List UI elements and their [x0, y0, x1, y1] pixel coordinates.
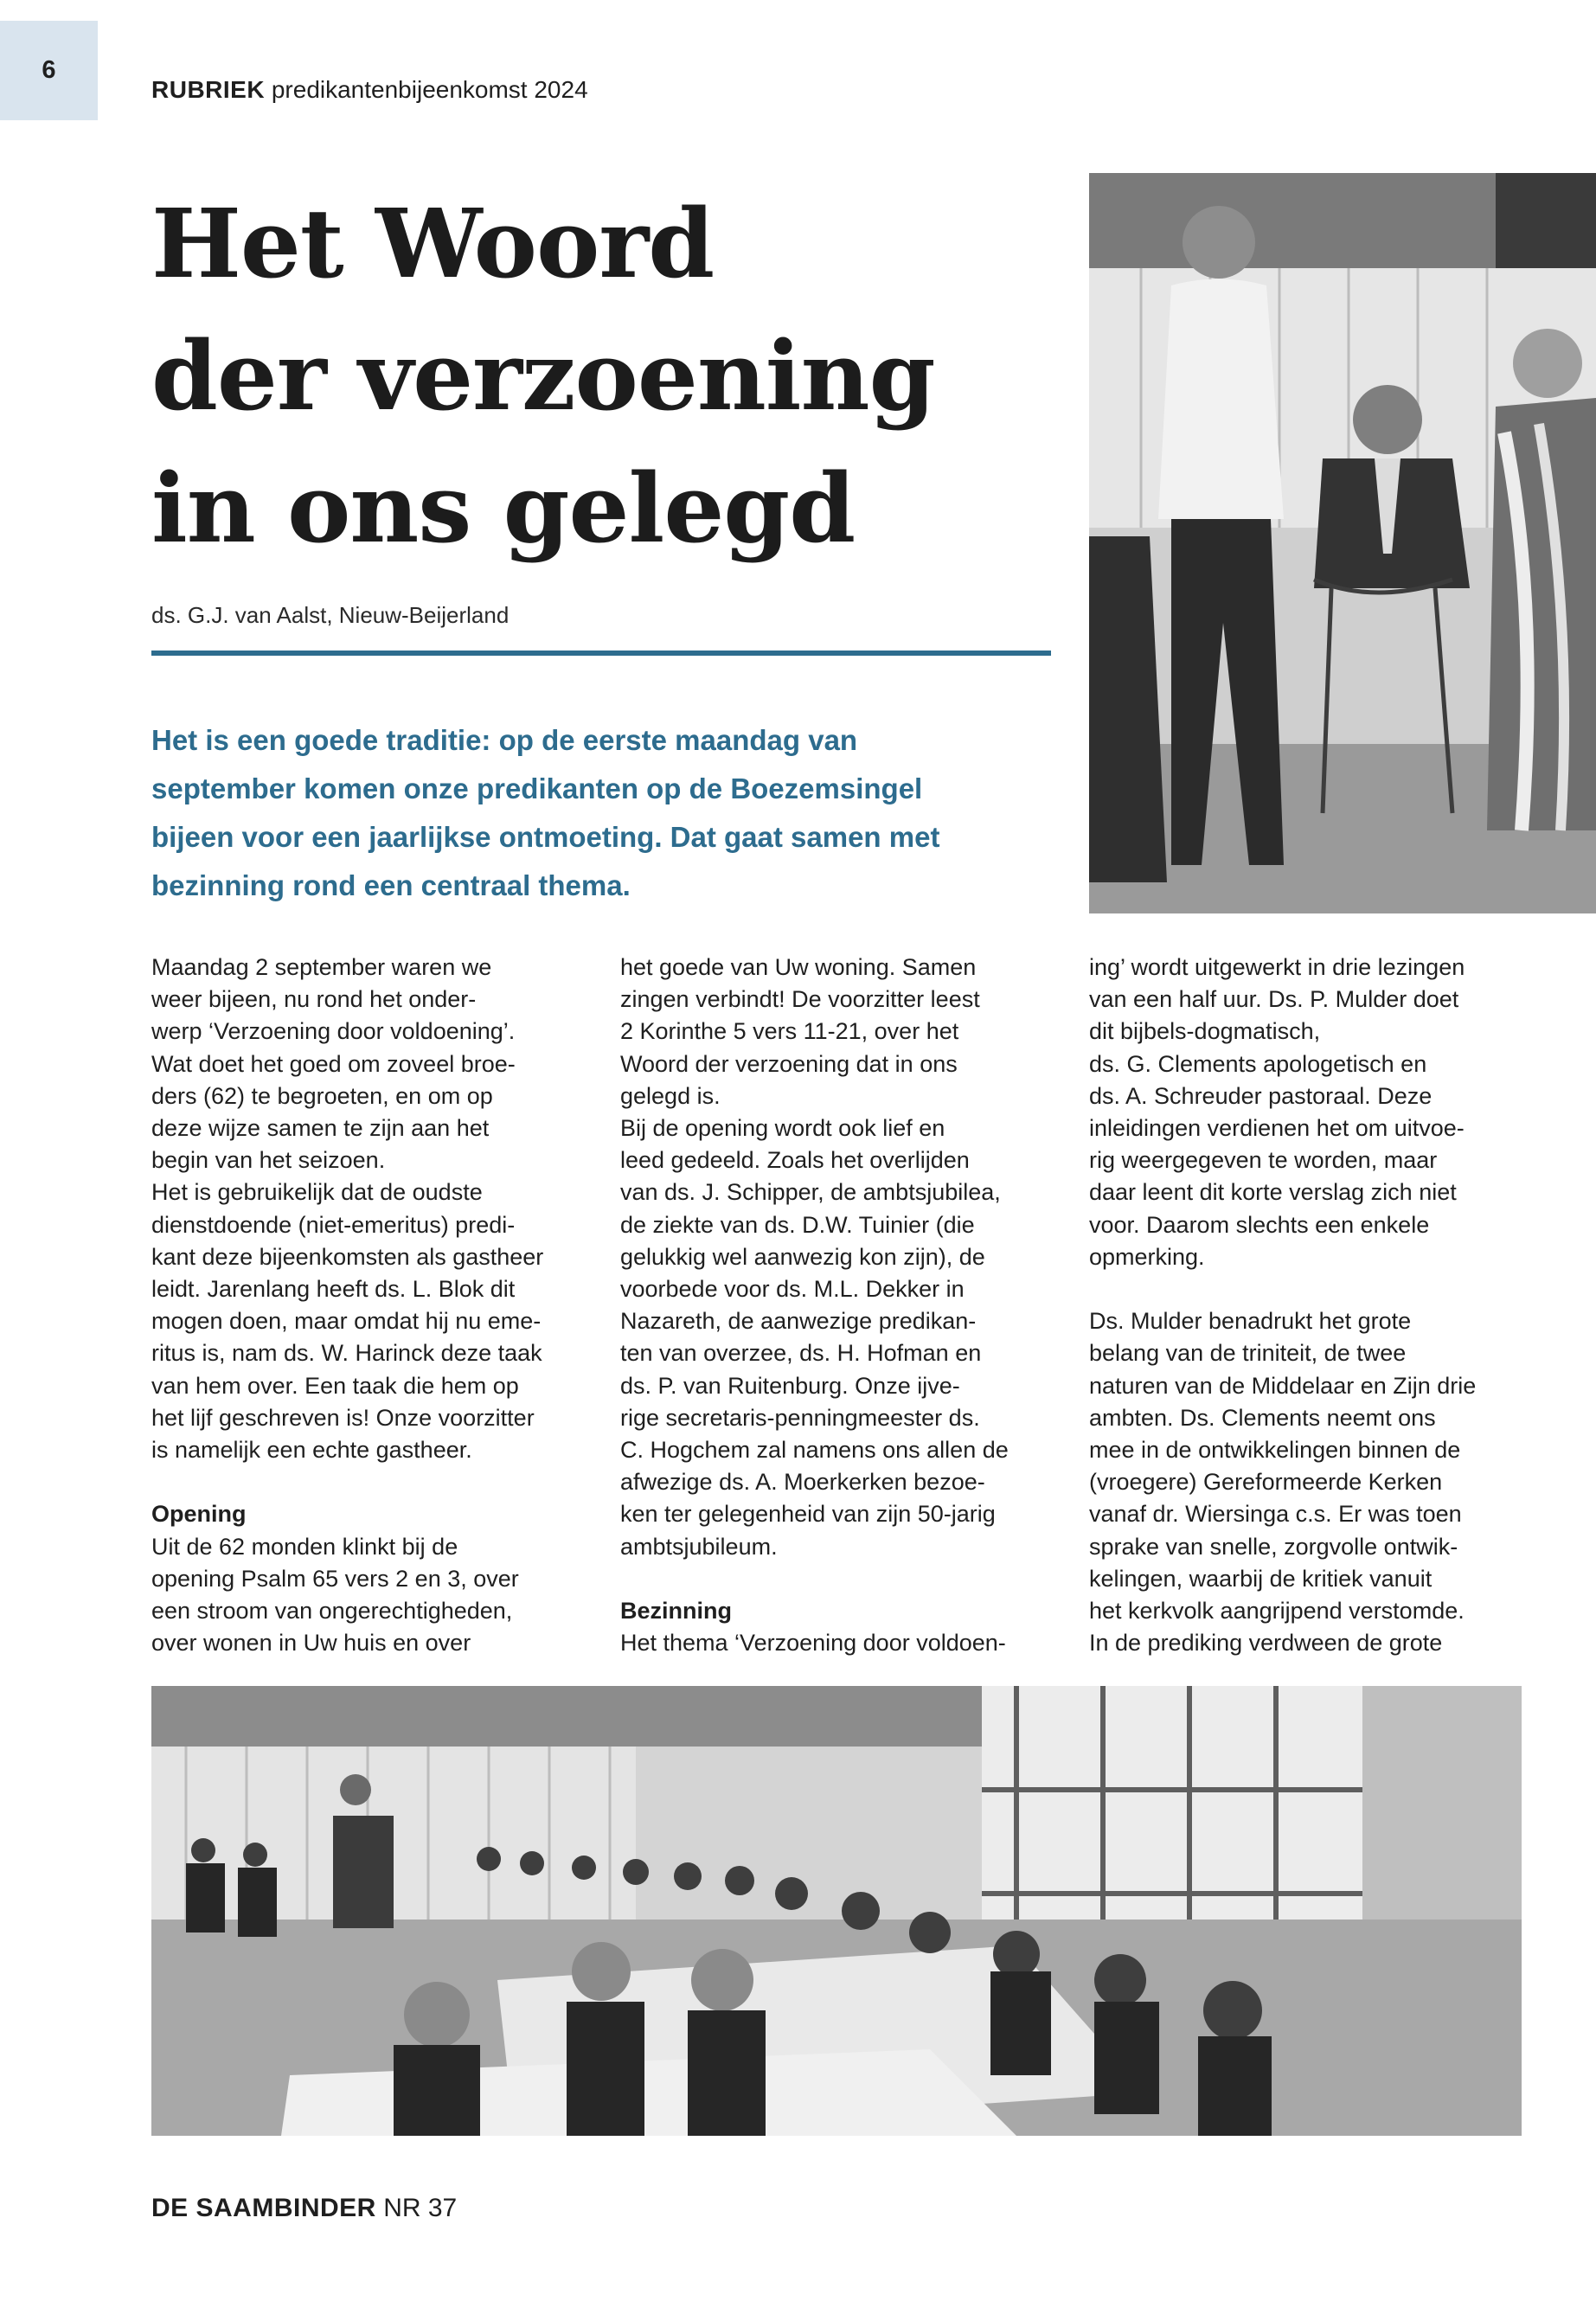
page-number-tab	[0, 21, 98, 120]
title-line: Het Woord	[151, 188, 715, 299]
text-line: inleidingen verdienen het om uitvoe-	[1089, 1115, 1465, 1142]
paragraph	[1089, 952, 1539, 1273]
text-line: Het is gebruikelijk dat de oudste	[151, 1179, 483, 1206]
text-line: ken ter gelegenheid van zijn 50-jarig	[620, 1501, 996, 1528]
text-line: over wonen in Uw huis en over	[151, 1630, 471, 1657]
text-line: de ziekte van ds. D.W. Tuinier (die	[620, 1211, 975, 1238]
article-author: ds. G.J. van Aalst, Nieuw-Beijerland	[151, 602, 510, 628]
paragraph	[151, 1531, 601, 1660]
magazine-footer	[151, 2194, 457, 2223]
text-line: leed gedeeld. Zoals het overlijden	[620, 1147, 970, 1174]
text-line: opening Psalm 65 vers 2 en 3, over	[151, 1565, 519, 1592]
text-line: werp ‘Verzoening door voldoening’.	[151, 1018, 516, 1045]
text-line: opmerking.	[1089, 1243, 1205, 1270]
text-line: van ds. J. Schipper, de ambtsjubilea,	[620, 1179, 1001, 1206]
text-line: mee in de ontwikkelingen binnen de	[1089, 1437, 1461, 1464]
text-line: ambten. Ds. Clements neemt ons	[1089, 1404, 1436, 1431]
article-column-3	[1089, 952, 1539, 1659]
text-line: Bij de opening wordt ook lief en	[620, 1115, 945, 1142]
spacer	[1089, 1273, 1539, 1305]
text-line: kelingen, waarbij de kritiek vanuit	[1089, 1565, 1433, 1592]
section-heading-bezinning: Bezinning	[620, 1598, 732, 1625]
text-line: dienstdoende (niet-emeritus) predi-	[151, 1211, 516, 1238]
lead-paragraph	[151, 716, 1068, 910]
text-line: Nazareth, de aanwezige predikan-	[620, 1308, 977, 1335]
photo-standing-people	[1089, 173, 1596, 913]
article-column-2	[620, 952, 1070, 1659]
text-line: afwezige ds. A. Moerkerken bezoe-	[620, 1469, 985, 1496]
paragraph	[1089, 1305, 1539, 1659]
text-line: daar leent dit korte verslag zich niet	[1089, 1179, 1457, 1206]
text-line: gelegd is.	[620, 1082, 721, 1109]
text-line: In de prediking verdween de grote	[1089, 1630, 1443, 1657]
photo-meeting-room	[151, 1686, 1522, 2136]
text-line: naturen van de Middelaar en Zijn drie	[1089, 1372, 1477, 1399]
text-line: ten van overzee, ds. H. Hofman en	[620, 1340, 982, 1367]
text-line: voorbede voor ds. M.L. Dekker in	[620, 1276, 965, 1303]
article-title	[151, 177, 1034, 574]
text-line: 2 Korinthe 5 vers 11-21, over het	[620, 1018, 959, 1045]
text-line: ing’ wordt uitgewerkt in drie lezingen	[1089, 954, 1465, 980]
rubric-label: RUBRIEK	[151, 76, 266, 103]
text-line: rige secretaris-penningmeester ds.	[620, 1404, 980, 1431]
text-line: begin van het seizoen.	[151, 1147, 386, 1174]
text-line: het goede van Uw woning. Samen	[620, 954, 977, 980]
text-line: voor. Daarom slechts een enkele	[1089, 1211, 1430, 1238]
spacer	[620, 1563, 1070, 1595]
issue-number: NR 37	[383, 2194, 458, 2222]
text-line: kant deze bijeenkomsten als gastheer	[151, 1243, 544, 1270]
text-line: van hem over. Een taak die hem op	[151, 1372, 519, 1399]
text-line: C. Hogchem zal namens ons allen de	[620, 1437, 1009, 1464]
text-line: ds. P. van Ruitenburg. Onze ijve-	[620, 1372, 960, 1399]
text-line: deze wijze samen te zijn aan het	[151, 1115, 490, 1142]
page-number: 6	[42, 56, 56, 84]
title-line: in ons gelegd	[151, 452, 856, 564]
text-line: (vroegere) Gereformeerde Kerken	[1089, 1469, 1443, 1496]
rubric-topic: predikantenbijeenkomst 2024	[271, 76, 588, 103]
text-line: mogen doen, maar omdat hij nu eme-	[151, 1308, 542, 1335]
text-line: dit bijbels-dogmatisch,	[1089, 1018, 1321, 1045]
text-line: zingen verbindt! De voorzitter leest	[620, 986, 980, 1013]
text-line: ds. A. Schreuder pastoraal. Deze	[1089, 1082, 1433, 1109]
text-line: vanaf dr. Wiersinga c.s. Er was toen	[1089, 1501, 1462, 1528]
section-heading-opening: Opening	[151, 1501, 247, 1528]
photo-meeting-room-illustration	[151, 1686, 1522, 2136]
text-line: Wat doet het goed om zoveel broe-	[151, 1050, 516, 1077]
text-line: van een half uur. Ds. P. Mulder doet	[1089, 986, 1459, 1013]
text-line: ders (62) te begroeten, en om op	[151, 1082, 493, 1109]
lead-line: bezinning rond een centraal thema.	[151, 869, 631, 901]
lead-line: bijeen voor een jaarlijkse ontmoeting. Dat gaat samen met	[151, 821, 940, 853]
text-line: Ds. Mulder benadrukt het grote	[1089, 1308, 1412, 1335]
paragraph	[620, 952, 1070, 1112]
text-line: Het thema ‘Verzoening door voldoen-	[620, 1630, 1006, 1657]
title-line: der verzoening	[151, 320, 935, 432]
article-column-1	[151, 952, 601, 1659]
magazine-name: DE SAAMBINDER	[151, 2194, 376, 2222]
text-line: rig weergegeven te worden, maar	[1089, 1147, 1438, 1174]
text-line: sprake van snelle, zorgvolle ontwik-	[1089, 1533, 1458, 1560]
paragraph	[151, 1176, 601, 1466]
photo-standing-people-illustration	[1089, 173, 1596, 913]
lead-line: Het is een goede traditie: op de eerste maandag van	[151, 724, 858, 756]
text-line: leidt. Jarenlang heeft ds. L. Blok dit	[151, 1276, 516, 1303]
text-line: belang van de triniteit, de twee	[1089, 1340, 1407, 1367]
rubric-header	[151, 76, 588, 104]
paragraph	[620, 1627, 1070, 1659]
text-line: ambtsjubileum.	[620, 1533, 778, 1560]
text-line: Uit de 62 monden klinkt bij de	[151, 1533, 458, 1560]
paragraph	[151, 952, 601, 1176]
text-line: gelukkig wel aanwezig kon zijn), de	[620, 1243, 985, 1270]
text-line: ritus is, nam ds. W. Harinck deze taak	[151, 1340, 542, 1367]
lead-line: september komen onze predikanten op de Boezemsingel	[151, 772, 923, 804]
paragraph	[620, 1112, 1070, 1563]
text-line: het lijf geschreven is! Onze voorzitter	[151, 1404, 535, 1431]
text-line: is namelijk een echte gastheer.	[151, 1437, 472, 1464]
text-line: het kerkvolk aangrijpend verstomde.	[1089, 1598, 1465, 1625]
title-divider	[151, 651, 1051, 656]
text-line: een stroom van ongerechtigheden,	[151, 1598, 513, 1625]
spacer	[151, 1466, 601, 1498]
text-line: Woord der verzoening dat in ons	[620, 1050, 958, 1077]
text-line: Maandag 2 september waren we	[151, 954, 492, 980]
text-line: weer bijeen, nu rond het onder-	[151, 986, 477, 1013]
text-line: ds. G. Clements apologetisch en	[1089, 1050, 1427, 1077]
